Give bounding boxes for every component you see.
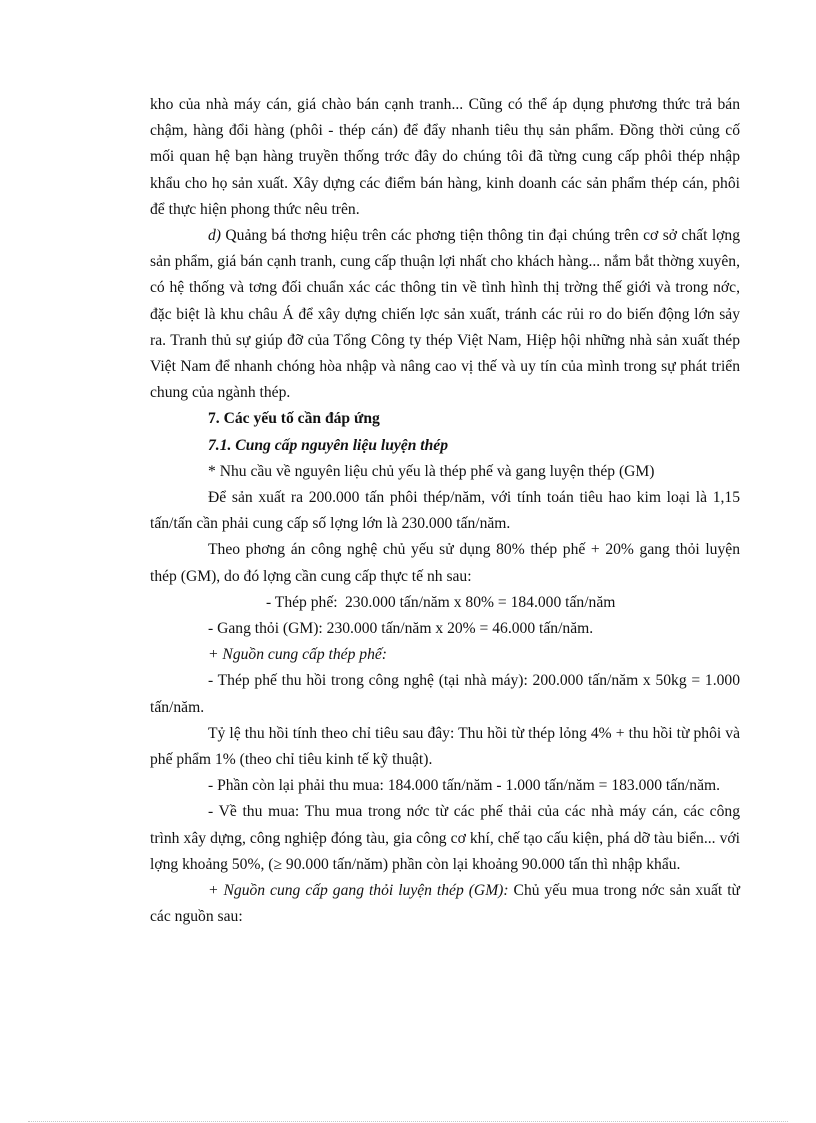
paragraph-recovery-rate: Tỷ lệ thu hồi tính theo chỉ tiêu sau đây: Thu hồi từ thép lỏng 4% + thu hồi từ phôi và phế phẩm 1% (theo chỉ tiêu kinh tế kỹ thuật). [150,724,740,769]
paragraph-brand-promotion [150,223,740,406]
list-item-scrap-steel-value: 230.000 tấn/năm x 80% = 184.000 tấn/năm [345,593,616,611]
list-item-scrap-steel [150,590,740,616]
paragraph-pig-iron-source-text: Chủ yếu mua trong nớc sản xuất từ các nguồn sau: [150,882,740,926]
paragraph-technology-plan: Theo phơng án công nghệ chủ yếu sử dụng 80% thép phế + 20% gang thỏi luyện thép (GM), do đó lợng cần cung cấp thực tế nh sau: [150,541,740,585]
paragraph-scrap-source-heading: + Nguồn cung cấp thép phế: [208,646,387,664]
page-bottom-rule [28,1121,788,1122]
paragraph-sales-methods: kho của nhà máy cán, giá chào bán cạnh tranh... Cũng có thể áp dụng phương thức trả bán chậm, hàng đổi hàng (phôi - thép cán) để đẩy nhanh tiêu thụ sản phẩm. Đồng thời củng cố mối quan hệ bạn hàng truyền thống trớc đây do chúng tôi đã từng cung cấp phôi thép nhập khẩu cho họ sản xuất. Xây dựng các điểm bán hàng, kinh doanh các sản phẩm thép cán, phôi để thực hiện phong thức nêu trên. [150,96,740,218]
document-page [150,92,740,931]
subsection-heading: 7.1. Cung cấp nguyên liệu luyện thép [208,436,448,454]
paragraph-production-volume: Để sản xuất ra 200.000 tấn phôi thép/năm, với tính toán tiêu hao kim loại là 1,15 tấn/tấn cần phải cung cấp số lợng lớn là 230.000 tấn/năm. [150,489,740,533]
list-item-domestic-purchase: - Về thu mua: Thu mua trong nớc từ các phế thải của các nhà máy cán, các công trình xây dựng, công nghiệp đóng tàu, gia công cơ khí, chế tạo cấu kiện, phá dỡ tàu biển... với lợng khoảng 50%, (≥ 90.000 tấn/năm) phần còn lại khoảng 90.000 tấn thì nhập khẩu. [150,803,740,873]
paragraph-material-needs: * Nhu cầu về nguyên liệu chủ yếu là thép phế và gang luyện thép (GM) [208,462,655,480]
paragraph-brand-promotion-text: Quảng bá thơng hiệu trên các phơng tiện thông tin đại chúng trên cơ sở chất lợng sản phẩm, giá bán cạnh tranh, cung cấp thuận lợi nhất cho khách hàng... nắm bắt thờng xuyên, có hệ thống và tơng đối chuẩn xác các thông tin về tình hình thị trờng thế giới và trong nớc, đặc biệt là khu châu Á để xây dựng chiến lợc sản xuất, tránh các rủi ro do biến động lớn sảy ra. Tranh thủ sự giúp đỡ của Tổng Công ty thép Việt Nam, Hiệp hội những nhà sản xuất thép Việt Nam để nhanh chóng hòa nhập và nâng cao vị thế và uy tín của mình trong sự phát triển chung của ngành thép. [150,227,740,402]
list-item-pig-iron: - Gang thỏi (GM): 230.000 tấn/năm x 20% = 46.000 tấn/năm. [208,620,594,638]
list-item-remaining-purchase: - Phần còn lại phải thu mua: 184.000 tấn/năm - 1.000 tấn/năm = 183.000 tấn/năm. [208,777,721,795]
list-marker-d: d) [208,227,221,245]
section-heading: 7. Các yếu tố cần đáp ứng [208,410,380,428]
list-item-scrap-steel-label: - Thép phế: [266,593,338,611]
paragraph-pig-iron-source-label: + Nguồn cung cấp gang thỏi luyện thép (GM): [208,882,509,900]
list-item-recovered-scrap: - Thép phế thu hồi trong công nghệ (tại nhà máy): 200.000 tấn/năm x 50kg = 1.000 tấn/năm. [150,672,740,716]
paragraph-pig-iron-source [150,878,740,930]
